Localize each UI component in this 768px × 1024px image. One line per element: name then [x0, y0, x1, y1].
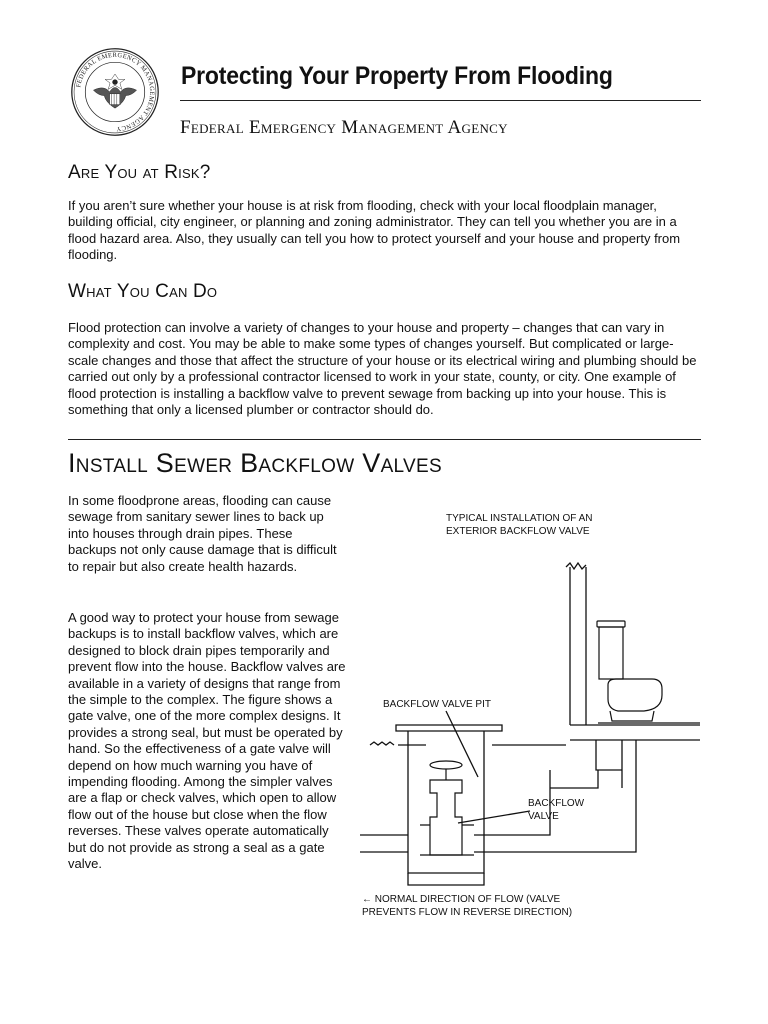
backflow-valve-diagram — [360, 555, 700, 890]
leader-pit — [446, 711, 478, 777]
heading-are-you-at-risk: Are You at Risk? — [68, 162, 211, 183]
house-wall — [566, 563, 586, 725]
fema-seal-logo — [70, 47, 160, 137]
figure-title: TYPICAL INSTALLATION OF AN EXTERIOR BACKFLOW VALVE — [446, 513, 593, 537]
paragraph-what-you-can-do: Flood protection can involve a variety of changes to your house and property – changes that can vary in complexity and cost. You may be able to make some types of changes yourself. But complicated or large-scale changes and those that affect the structure of your house or its electrical wiring and plumbing should be carried out only by a professional contractor licensed to work in your state, county, or city. One example of flood protection is installing a backflow valve to prevent sewage from backing up into your house. This is something that only a licensed plumber or contractor should do. — [68, 320, 697, 418]
page-title: Protecting Your Property From Flooding — [181, 62, 613, 90]
gate-valve — [420, 761, 474, 855]
heading-install-sewer-backflow-valves: Install Sewer Backflow Valves — [68, 448, 442, 478]
floor-slab — [570, 725, 700, 740]
paragraph-backflow-details: A good way to protect your house from sewage backups is to install backflow valves, which are designed to block drain pipes temporarily and prevent flow into the house. Backflow valves are available in a variety of designs that range from the simple to the complex. The figure shows a gate valve, one of the more complex designs. It provides a strong seal, but must be operated by hand. So the effectiveness of a gate valve will depend on how much warning you have of impending flooding. Among the simpler valves are a flap or check valves, which open to allow flow out of the house but close when the flow reverses. These valves operate automatically but do not provide as strong a seal as a gate valve. — [68, 610, 346, 872]
sewer-line — [360, 740, 636, 852]
leader-valve — [458, 811, 530, 823]
svg-text:FEDERAL EMERGENCY MANAGEMENT A: FEDERAL EMERGENCY MANAGEMENT AGENCY — [75, 51, 156, 133]
label-backflow-valve: BACKFLOW VALVE — [528, 798, 585, 822]
house-drain-pipe — [550, 740, 622, 788]
toilet — [597, 621, 700, 723]
section-divider — [68, 439, 701, 440]
valve-pit — [396, 725, 502, 873]
ground-line — [370, 742, 566, 745]
label-flow-direction: ← NORMAL DIRECTION OF FLOW (VALVE PREVENTS FLOW IN REVERSE DIRECTION) — [362, 894, 573, 918]
title-divider — [180, 100, 701, 101]
label-backflow-valve-pit: BACKFLOW VALVE PIT — [383, 699, 491, 710]
heading-what-you-can-do: What You Can Do — [68, 281, 218, 302]
paragraph-backflow-intro: In some floodprone areas, flooding can cause sewage from sanitary sewer lines to back up into houses through drain pipes. These backups not only cause damage that is difficult to repair but also create health hazards. — [68, 493, 337, 574]
agency-name: Federal Emergency Management Agency — [180, 117, 508, 138]
paragraph-are-you-at-risk: If you aren’t sure whether your house is at risk from flooding, check with your local floodplain manager, building official, city engineer, or planning and zoning administrator. They can tell you whether you are in a flood hazard area. Also, they usually can tell you how to protect yourself and your house and property from flooding. — [68, 198, 681, 263]
